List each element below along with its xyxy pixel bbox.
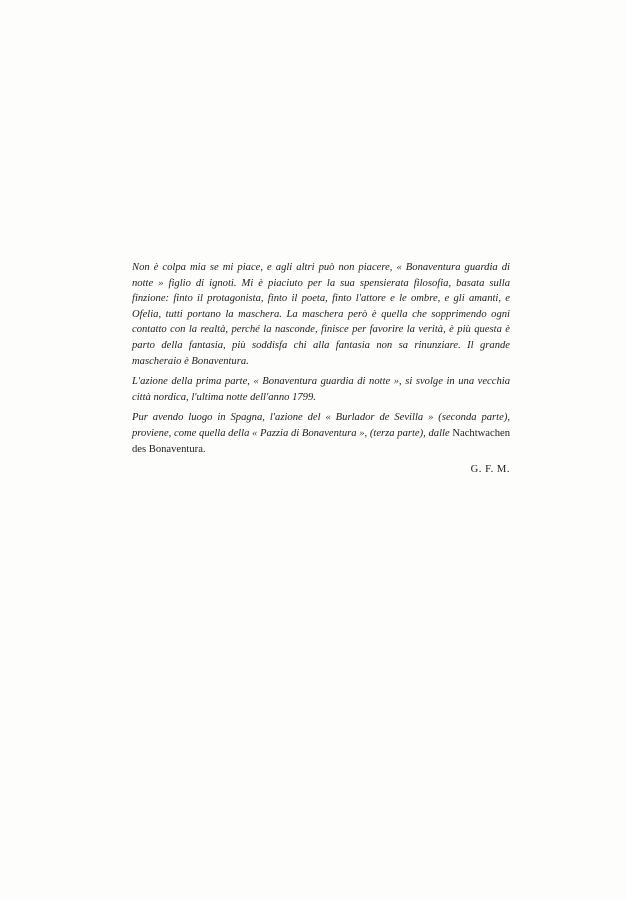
paragraph-intro: Non è colpa mia se mi piace, e agli altri può non piacere, « Bonaventura guardia di notte » figlio di ignoti. Mi è piaciuto per la sua spensierata filosofia, basata sulla finzione: finto il protagonista, finto il poeta, finto l'attore e le ombre, e gli amanti, e Ofelia, tutti portano la maschera. La maschera però è quella che sopprimendo ogni contatto con la realtà, perché la nasconde, finisce per favorire la verità, è più questa è parto della fantasia, più soddisfa chi alla fantasia non sa rinunziare. Il grande mascheraio è Bonaventura.: [132, 262, 510, 367]
paragraph-first-part: L'azione della prima parte, « Bonaventura guardia di notte », si svolge in una vecchia città nordica, l'ultima notte dell'anno 1799.: [132, 376, 510, 403]
paragraph-sources-roman: Nachtwachen des Bonaventura.: [132, 427, 511, 455]
paragraph-sources: [132, 410, 510, 457]
author-initials: G. F. M.: [470, 464, 510, 476]
preface-text: [132, 260, 510, 478]
paragraph-sources-italic: Pur avendo luogo in Spagna, l'azione del « Burlador de Sevilla » (seconda parte), proviene, come quella della « Pazzia di Bonaventura », (terza parte), dalle: [132, 412, 510, 439]
